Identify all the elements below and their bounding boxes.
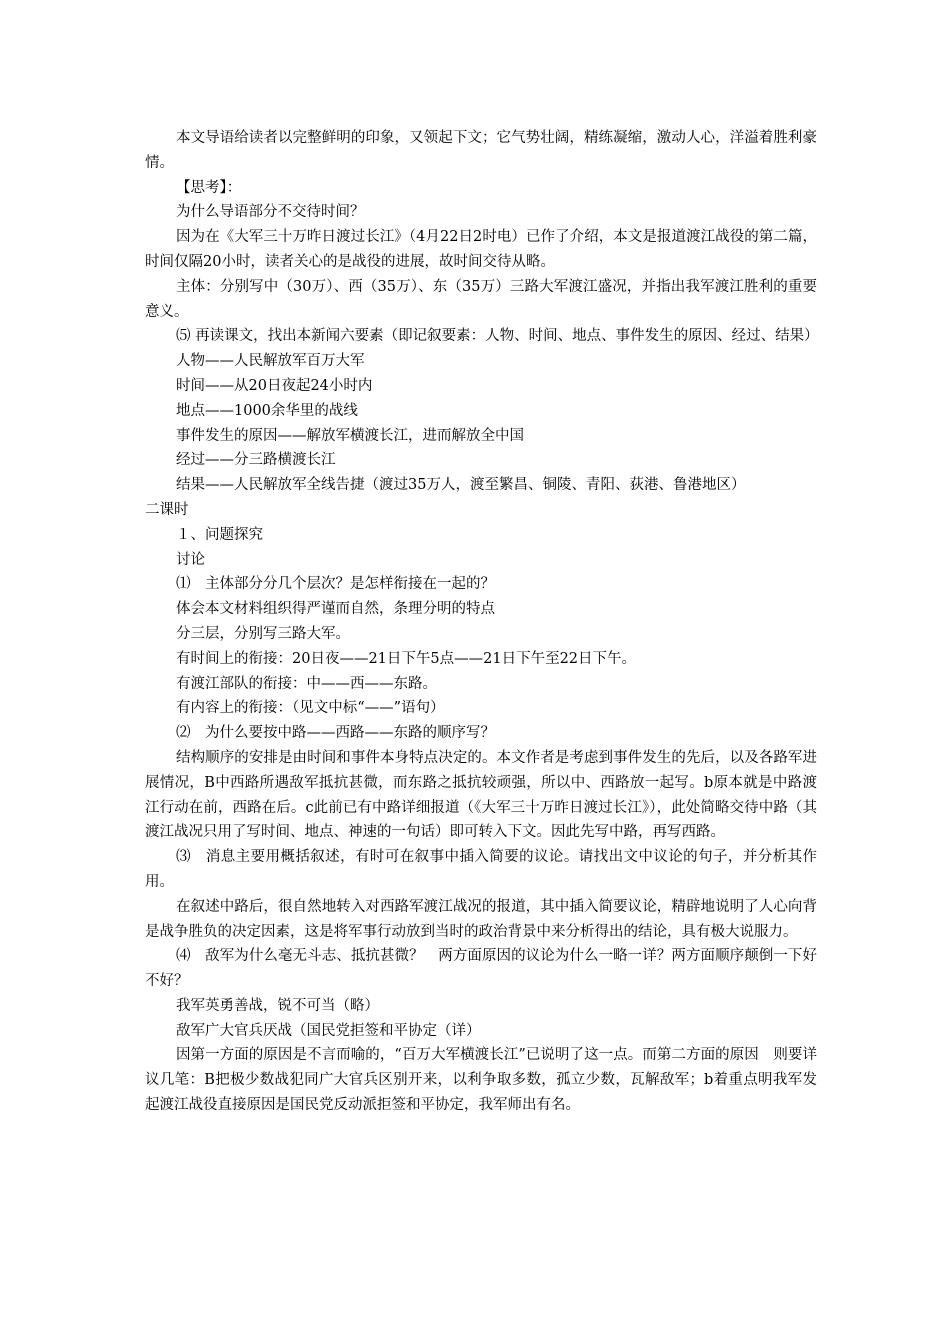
paragraph-question-2: ⑵ 为什么要按中路——西路——东路的顺序写？ bbox=[176, 725, 495, 742]
document-body bbox=[145, 126, 817, 1118]
paragraph-troop-link: 有渡江部队的衔接：中——西——东路。 bbox=[176, 675, 437, 692]
paragraph-think-heading: 【思考】： bbox=[176, 179, 242, 196]
paragraph-structure-feature: 体会本文材料组织得严谨而自然，条理分明的特点 bbox=[176, 601, 495, 618]
paragraph-element-place: 地点——1000余华里的战线 bbox=[176, 402, 358, 419]
paragraph-question-4: ⑷ 敌军为什么毫无斗志、抵抗甚微？ 两方面原因的议论为什么一略一详？两方面顺序颠倒一下好不好？ bbox=[145, 948, 817, 990]
paragraph-answer-3: 在叙述中路后，很自然地转入对西路军渡江战况的报道，其中插入简要议论，精辟地说明了人心向背是战争胜负的决定因素，这是将军事行动放到当时的政治背景中来分析得出的结论，具有极大说服力。 bbox=[145, 898, 817, 940]
paragraph-element-time: 时间——从20日夜起24小时内 bbox=[176, 377, 373, 394]
paragraph-answer-2: 结构顺序的安排是由时间和事件本身特点决定的。本文作者是考虑到事件发生的先后，以及各路军进展情况，B中西路所遇敌军抵抗甚微，而东路之抵抗较顽强，所以中、西路放一起写。b原本就是中路渡江行动在前，西路在后。c此前已有中路详细报道（《大军三十万昨日渡过长江》），此处简略交待中路（其渡江战况只用了写时间、地点、神速的一句话）即可转入下文。因此先写中路，再写西路。 bbox=[145, 749, 817, 841]
paragraph-three-layers: 分三层，分别写三路大军。 bbox=[176, 625, 350, 642]
paragraph-main-body: 主体：分别写中（30万）、西（35万）、东（35万）三路大军渡江盛况，并指出我军渡江胜利的重要意义。 bbox=[145, 278, 817, 320]
paragraph-problem-inquiry: １、问题探究 bbox=[176, 526, 263, 543]
paragraph-reason-1: 我军英勇善战，锐不可当（略） bbox=[176, 997, 379, 1014]
paragraph-time-link: 有时间上的衔接：20日夜——21日下午5点——21日下午至22日下午。 bbox=[176, 650, 637, 667]
paragraph-question-1: ⑴ 主体部分分几个层次？是怎样衔接在一起的？ bbox=[176, 576, 495, 593]
paragraph-reason-2: 敌军广大官兵厌战（国民党拒签和平协定（详） bbox=[176, 1022, 481, 1039]
paragraph-six-elements-task: ⑸ 再读课文，找出本新闻六要素（即记叙要素：人物、时间、地点、事件发生的原因、经过、结果） bbox=[176, 328, 819, 345]
paragraph-content-link: 有内容上的衔接：（见文中标“——”语句） bbox=[176, 700, 445, 717]
paragraph-lead-evaluation: 本文导语给读者以完整鲜明的印象，又领起下文；它气势壮阔，精练凝缩，激动人心，洋溢着胜利豪情。 bbox=[145, 130, 817, 171]
paragraph-element-process: 经过——分三路横渡长江 bbox=[176, 452, 336, 469]
paragraph-discussion: 讨论 bbox=[176, 551, 205, 568]
paragraph-second-lesson: 二课时 bbox=[145, 501, 189, 518]
paragraph-element-cause: 事件发生的原因——解放军横渡长江，进而解放全中国 bbox=[176, 427, 524, 444]
paragraph-question-3: ⑶ 消息主要用概括叙述，有时可在叙事中插入简要的议论。请找出文中议论的句子，并分析其作用。 bbox=[145, 849, 817, 890]
paragraph-element-result: 结果——人民解放军全线告捷（渡过35万人，渡至繁昌、铜陵、青阳、荻港、鲁港地区） bbox=[176, 477, 746, 494]
paragraph-answer-4: 因第一方面的原因是不言而喻的，“百万大军横渡长江”已说明了这一点。而第二方面的原因 则要详议几笔：B把极少数战犯同广大官兵区别开来，以利争取多数，孤立少数，瓦解敌军；b着重点明我军发起渡江战役直接原因是国民党反动派拒签和平协定，我军师出有名。 bbox=[145, 1047, 817, 1114]
paragraph-answer-time: 因为在《大军三十万昨日渡过长江》（4月22日2时电）已作了介绍，本文是报道渡江战役的第二篇，时间仅隔20小时，读者关心的是战役的进展，故时间交待从略。 bbox=[145, 229, 817, 270]
paragraph-element-people: 人物——人民解放军百万大军 bbox=[176, 353, 365, 370]
paragraph-question-time: 为什么导语部分不交待时间？ bbox=[176, 204, 365, 221]
